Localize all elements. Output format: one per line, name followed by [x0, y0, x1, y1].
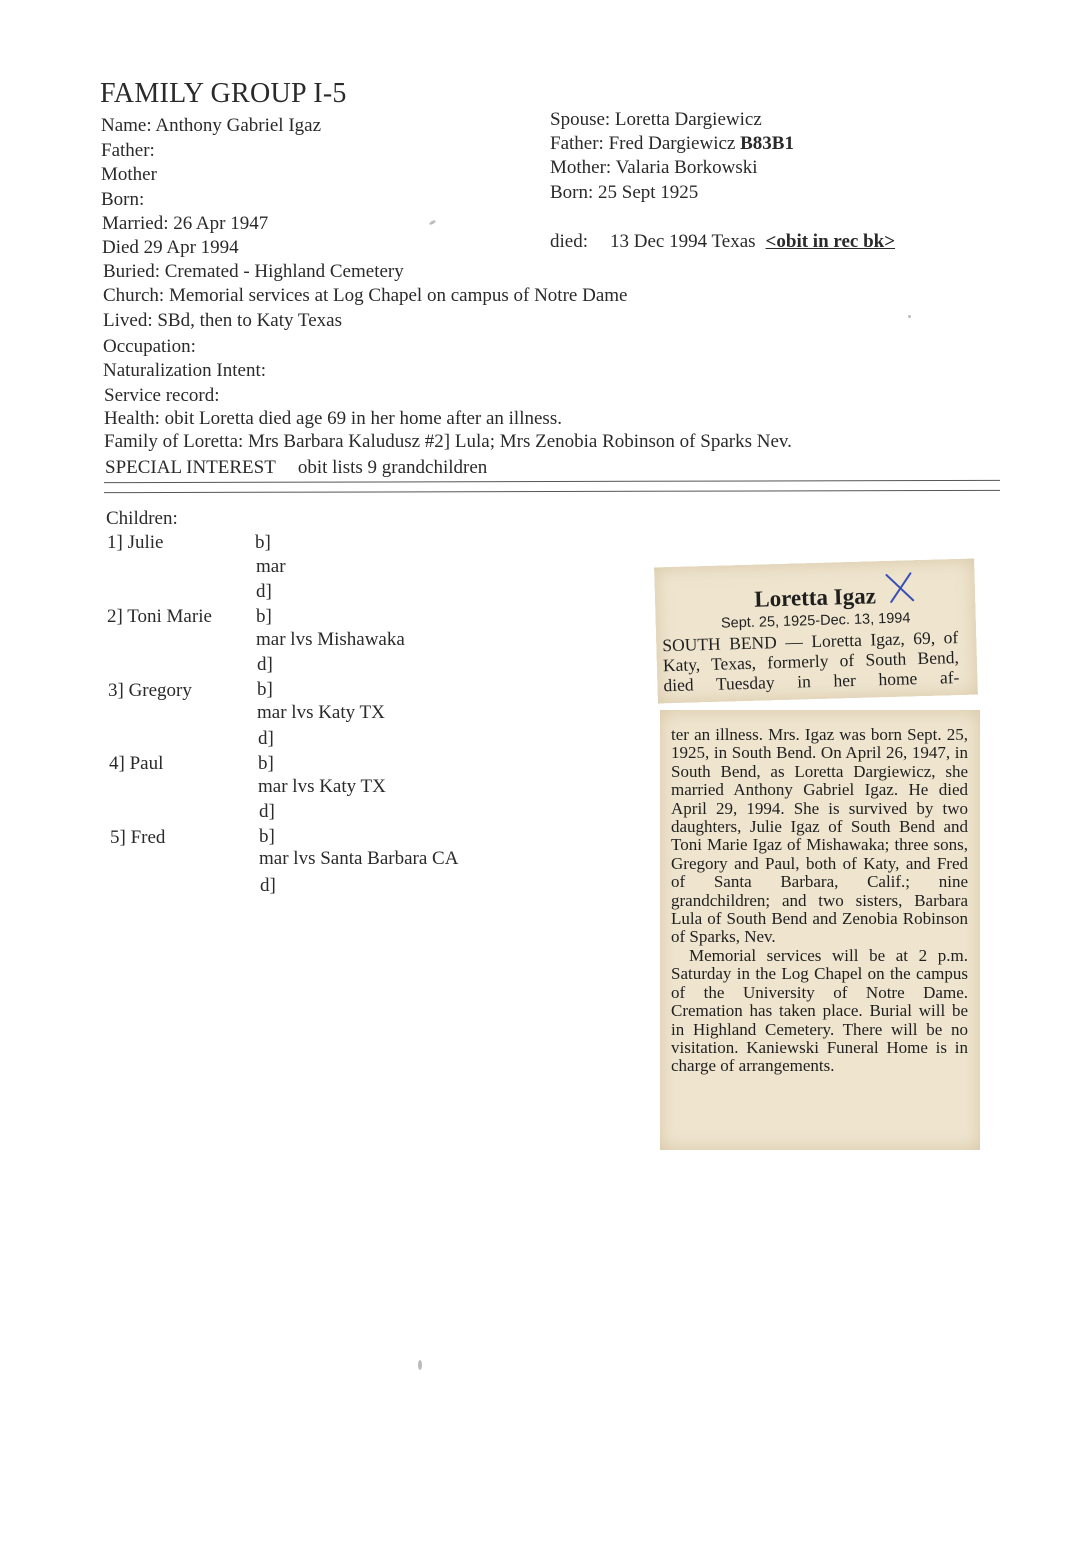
obit-reference: <obit in rec bk>: [765, 231, 896, 252]
scan-speck: [429, 219, 437, 225]
child-name: 5] Fred: [110, 827, 166, 848]
child-died: d]: [257, 654, 273, 675]
obituary-dates: Sept. 25, 1925-Dec. 13, 1994: [720, 610, 911, 632]
field-health: Health: obit Loretta died age 69 in her home after an illness.: [104, 408, 562, 429]
child-born: b]: [255, 532, 271, 553]
spouse-died-value: 13 Dec 1994 Texas: [610, 231, 756, 252]
obituary-body: [671, 726, 968, 1076]
child-married: mar lvs Santa Barbara CA: [259, 848, 459, 869]
obituary-paragraph: Memorial services will be at 2 p.m. Saturday in the Log Chapel on the campus of the University of Notre Dame. Cremation has taken place. Burial will be in Highland Cemetery. There will be no visitation. Kaniewski Funeral Home is in charge of arrangements.: [671, 945, 968, 1076]
obituary-paragraph: ter an illness. Mrs. Igaz was born Sept. 25, 1925, in South Bend. On April 26, 1947, in South Bend, as Loretta Dargiewicz, she married Anthony Gabriel Igaz. He died April 29, 1994. She is survived by two daughters, Julie Igaz of South Bend and Toni Marie Igaz of Mishawaka; three sons, Gregory and Paul, both of Katy, and Fred of Santa Barbara, Calif.; nine grandchildren; and two sisters, Barbara Lula of South Bend and Zenobia Robinson of Sparks, Nev.: [671, 725, 968, 947]
field-family-of: Family of Loretta: Mrs Barbara Kaludusz #2] Lula; Mrs Zenobia Robinson of Sparks Nev.: [104, 431, 792, 452]
child-married: mar: [256, 556, 286, 577]
scan-speck: [908, 315, 911, 318]
obituary-clipping-header: [654, 559, 978, 704]
special-interest-label: SPECIAL INTEREST: [105, 457, 276, 478]
scan-speck: [418, 1360, 422, 1370]
child-name: 1] Julie: [107, 532, 164, 553]
field-lived: Lived: SBd, then to Katy Texas: [103, 310, 342, 331]
field-church: Church: Memorial services at Log Chapel on campus of Notre Dame: [103, 285, 628, 306]
child-born: b]: [256, 606, 272, 627]
child-name: 2] Toni Marie: [107, 606, 212, 627]
obituary-name: Loretta Igaz: [753, 583, 877, 612]
field-special-interest: [105, 456, 487, 480]
child-married: mar lvs Katy TX: [257, 702, 385, 723]
section-divider: [104, 480, 1000, 493]
spouse-died-label: died:: [550, 231, 588, 252]
field-name: Name: Anthony Gabriel Igaz: [101, 115, 322, 136]
field-died: Died 29 Apr 1994: [102, 237, 239, 258]
child-born: b]: [257, 679, 273, 700]
child-died: d]: [256, 581, 272, 602]
page-title: FAMILY GROUP I-5: [100, 78, 347, 109]
field-spouse: Spouse: Loretta Dargiewicz: [550, 109, 762, 130]
child-died: d]: [258, 728, 274, 749]
field-married: Married: 26 Apr 1947: [102, 213, 269, 234]
field-naturalization: Naturalization Intent:: [103, 360, 267, 381]
field-spouse-died: [550, 230, 895, 254]
field-buried: Buried: Cremated - Highland Cemetery: [103, 261, 404, 282]
field-service-record: Service record:: [104, 385, 220, 406]
child-born: b]: [259, 826, 275, 847]
child-born: b]: [258, 753, 274, 774]
child-name: 3] Gregory: [108, 680, 192, 701]
field-spouse-father: [550, 132, 794, 156]
obituary-lede: SOUTH BEND — Loretta Igaz, 69, of Katy, Texas, formerly of South Bend, died Tuesday in her home af-: [662, 627, 960, 696]
field-occupation: Occupation:: [103, 336, 196, 357]
field-father: Father:: [101, 140, 155, 161]
child-died: d]: [260, 875, 276, 896]
pen-x-mark-icon: [882, 570, 917, 605]
child-married: mar lvs Katy TX: [258, 776, 386, 797]
spouse-father-code: B83B1: [740, 133, 794, 154]
field-mother: Mother: [101, 164, 157, 185]
child-name: 4] Paul: [109, 753, 164, 774]
field-spouse-born: Born: 25 Sept 1925: [550, 182, 699, 203]
spouse-father-text: Father: Fred Dargiewicz: [550, 133, 741, 154]
field-born: Born:: [101, 189, 145, 210]
field-spouse-mother: Mother: Valaria Borkowski: [550, 157, 758, 178]
child-married: mar lvs Mishawaka: [256, 629, 405, 650]
obituary-clipping-body: [660, 710, 980, 1150]
children-heading: Children:: [106, 508, 178, 529]
child-died: d]: [259, 801, 275, 822]
special-interest-value: obit lists 9 grandchildren: [297, 457, 488, 478]
